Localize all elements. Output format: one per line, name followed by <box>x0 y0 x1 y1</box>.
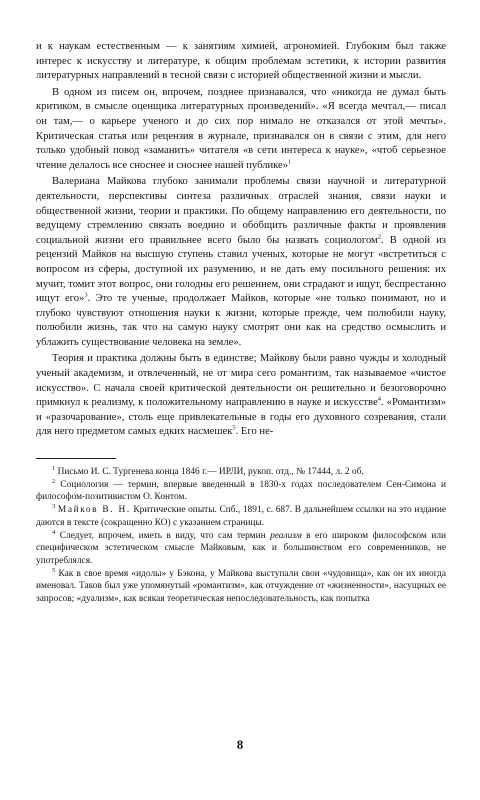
footnote-ref-5[interactable]: 5 <box>232 424 236 432</box>
paragraph-3-text-c: . Это те ученые, продолжает Майков, которые «не только понимают, но и глубоко чувствуют отношения науки к жизни, которые прежде, чем полюбили науку, полюбили жизнь, так что на самую науку смотрят они как на средство осмыслить и ублажить существование человека на земле». <box>36 293 446 348</box>
main-text <box>36 40 446 440</box>
footnote-3-mark: 3 <box>52 503 56 511</box>
footnote-3-text: Критические опыты. Спб., 1891, с. 687. В дальнейшем ссылки на это издание даются в тексте (сокращенно КО) с указанием страницы. <box>36 505 447 528</box>
paragraph-1: и к наукам естественным — к занятиям химией, агрономией. Глубоким был также интерес к искусству и литературе, к общим проблемам эстетики, к истории развития литературных направлений в тесной связи с историей общественной жизни и мысли. <box>36 41 446 82</box>
footnote-ref-3[interactable]: 3 <box>84 291 88 299</box>
paragraph-4 <box>36 352 446 440</box>
footnote-ref-4[interactable]: 4 <box>377 395 381 403</box>
footnote-1-text: Письмо И. С. Тургенева конца 1846 г.— ИРЛИ, рукоп. отд., № 17444, л. 2 об. <box>57 467 364 478</box>
paragraph-2-text: В одном из писем он, впрочем, позднее признавался, что «никогда не думал быть критиком, в смысле оценщика литературных произведений». «Я всегда мечтал,— писал он там,— о карьере ученого и до сих пор нимало не отказался от этой мечты». Критическая статья или рецензия в журнале, признавался он в связи с этим, для него только удобный повод «заманить» читателя «в сети интереса к науке», «чтоб серьезное чтение делалось все сноснее и сноснее нашей публике» <box>36 86 446 171</box>
footnote-separator <box>36 458 116 459</box>
paragraph-3 <box>36 175 446 350</box>
footnote-2 <box>36 479 446 504</box>
footnote-4-mark: 4 <box>52 528 56 536</box>
footnote-3-author: Майков В. Н. <box>57 505 131 516</box>
page-number: 8 <box>236 737 244 752</box>
footnote-ref-2[interactable]: 2 <box>377 233 382 241</box>
footnote-2-mark: 2 <box>52 477 56 485</box>
footnote-2-text: Социология — термин, впервые введенный в 1830-х годах последователем Сен-Симона и философом-позитивистом О. Контом. <box>36 479 446 503</box>
footnote-5-mark: 5 <box>52 566 56 574</box>
footnote-5-text: Как в свое время «идолы» у Бэкона, у Майкова выступали свои «чудовища», как он их иногда именовал. Таков был уже упомянутый «романтизм», как отчуждение от «жизненности», насущных ее запросов; «дуализм», как всякая теоретическая непоследовательность, как попытка <box>36 568 447 605</box>
footnote-4 <box>36 530 446 568</box>
footnote-1 <box>36 466 446 479</box>
paragraph-3-text-b: . В одной из рецензий Майков на высшую ступень ставил ученых, которые не могут «встретиться с вопросом из сферы, доступной их разумению, и не дать ему посильного решения: их мучит, томит этот вопрос, они голодны его решением, они страдают и ищут, беспрестанно ищут его» <box>36 234 446 305</box>
paragraph-4-text-b: . «Романтизм» и «разочарование», столь еще привлекательные в годы его духовного созревания, стали для него предметом самых едких насмешек <box>36 397 447 438</box>
footnote-5 <box>36 568 446 606</box>
footnote-3 <box>36 504 446 529</box>
footnote-4-text-a: Следует, впрочем, иметь в виду, что сам термин <box>59 530 266 541</box>
book-page <box>36 40 446 606</box>
paragraph-4-text-a: Теория и практика должны быть в единстве; Майкову были равно чужды и холодный ученый академизм, и отвлеченный, не от мира сего романтизм, так называемое «чистое искусство». С начала своей критической деятельности он решительно и безоговорочно примкнул к реализму, к положительному направлению в науке и искусстве <box>36 353 446 409</box>
footnote-4-text-b: в его широком философском или специфическом эстетическом смысле Майковым, как и большинством его современников, не употреблялся. <box>36 530 447 566</box>
paragraph-3-text-a: Валериана Майкова глубоко занимали проблемы связи научной и литературной деятельности, перспективы синтеза различных отраслей знания, связи науки и общественной жизни, теории и практики. По общему направлению его деятельности, по ведущему стремлению связать воедино и обобщить различные факты и проявления социальной жизни его правильнее всего было бы назвать социологом <box>36 176 446 246</box>
paragraph-2 <box>36 86 446 174</box>
paragraph-4-text-c: . Его не- <box>235 426 274 438</box>
footnote-ref-1[interactable]: 1 <box>288 158 292 166</box>
footnotes <box>36 466 446 606</box>
footnote-4-term: реализм <box>270 530 302 541</box>
footnote-1-mark: 1 <box>52 464 56 472</box>
